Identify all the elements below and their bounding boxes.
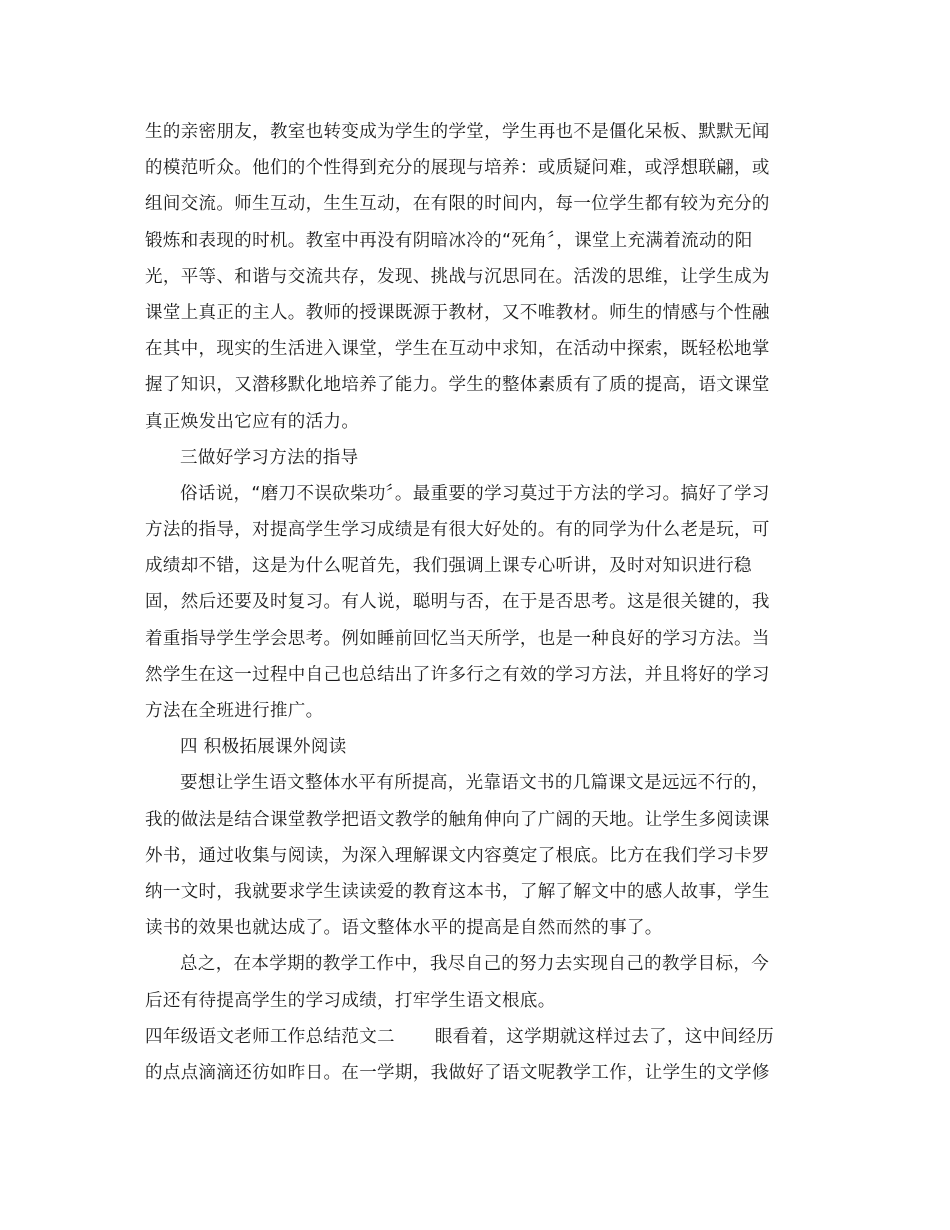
- text-line: 成绩却不错，这是为什么呢首先，我们强调上课专心听讲，及时对知识进行稳: [145, 556, 752, 577]
- text-line: 光，平等、和谐与交流共存，发现、挑战与沉思同在。活泼的思维，让学生成为: [145, 266, 770, 287]
- text-line: 我的做法是结合课堂教学把语文教学的触角伸向了广阔的天地。让学生多阅读课: [145, 809, 770, 830]
- text-line: 生的亲密朋友，教室也转变成为学生的学堂，学生再也不是僵化呆板、默默无闻: [145, 122, 770, 142]
- section-2-title: 四年级语文老师工作总结范文二: [145, 1026, 395, 1047]
- text-line: 读书的效果也就达成了。语文整体水平的提高是自然而然的事了。: [145, 918, 663, 939]
- section-heading-3: 三做好学习方法的指导: [180, 447, 359, 468]
- text-line: 要想让学生语文整体水平有所提高，光靠语文书的几篇课文是远远不行的，: [180, 773, 770, 794]
- text-line: 的模范听众。他们的个性得到充分的展现与培养：或质疑问难，或浮想联翩，或: [145, 158, 770, 179]
- text-line: 在其中，现实的生活进入课堂，学生在互动中求知，在活动中探索，既轻松地掌: [145, 339, 770, 360]
- text-line: 后还有待提高学生的学习成绩，打牢学生语文根底。: [145, 990, 556, 1011]
- text-line: 真正焕发出它应有的活力。: [145, 411, 360, 432]
- text-line: 组间交流。师生互动，生生互动，在有限的时间内，每一位学生都有较为充分的: [145, 194, 770, 215]
- section-2-first-line: [145, 1019, 807, 1055]
- text-line: 方法的指导，对提高学生学习成绩是有很大好处的。有的同学为什么老是玩，可: [145, 520, 770, 541]
- text-line: 握了知识，又潜移默化地培养了能力。学生的整体素质有了质的提高，语文课堂: [145, 375, 770, 396]
- section-heading-4: 四 积极拓展课外阅读: [180, 737, 347, 758]
- text-line: 课堂上真正的主人。教师的授课既源于教材，又不唯教材。师生的情感与个性融: [145, 302, 770, 323]
- section-2-first-sentence: 眼看着，这学期就这样过去了，这中间经历: [434, 1026, 775, 1047]
- text-line: 方法在全班进行推广。: [145, 701, 324, 721]
- text-line: 的点点滴滴还彷如昨日。在一学期，我做好了语文呢教学工作，让学生的文学修: [145, 1062, 770, 1083]
- text-line: 然学生在这一过程中自己也总结出了许多行之有效的学习方法，并且将好的学习: [145, 664, 770, 685]
- text-line: 外书，通过收集与阅读，为深入理解课文内容奠定了根底。比方在我们学习卡罗: [145, 845, 770, 866]
- document-body: [145, 114, 807, 1091]
- text-line: 总之，在本学期的教学工作中，我尽自己的努力去实现自己的教学目标，今: [180, 954, 770, 975]
- text-line: 俗话说，“磨刀不误砍柴功〞。最重要的学习莫过于方法的学习。搞好了学习: [180, 483, 770, 504]
- text-line: 固，然后还要及时复习。有人说，聪明与否，在于是否思考。这是很关键的，我: [145, 592, 770, 613]
- text-line: 着重指导学生学会思考。例如睡前回忆当天所学，也是一种良好的学习方法。当: [145, 628, 770, 649]
- text-line: 锻炼和表现的时机。教室中再没有阴暗冰冷的“死角〞，课堂上充满着流动的阳: [145, 230, 753, 251]
- text-line: 纳一文时，我就要求学生读读爱的教育这本书，了解了解文中的感人故事，学生: [145, 881, 770, 902]
